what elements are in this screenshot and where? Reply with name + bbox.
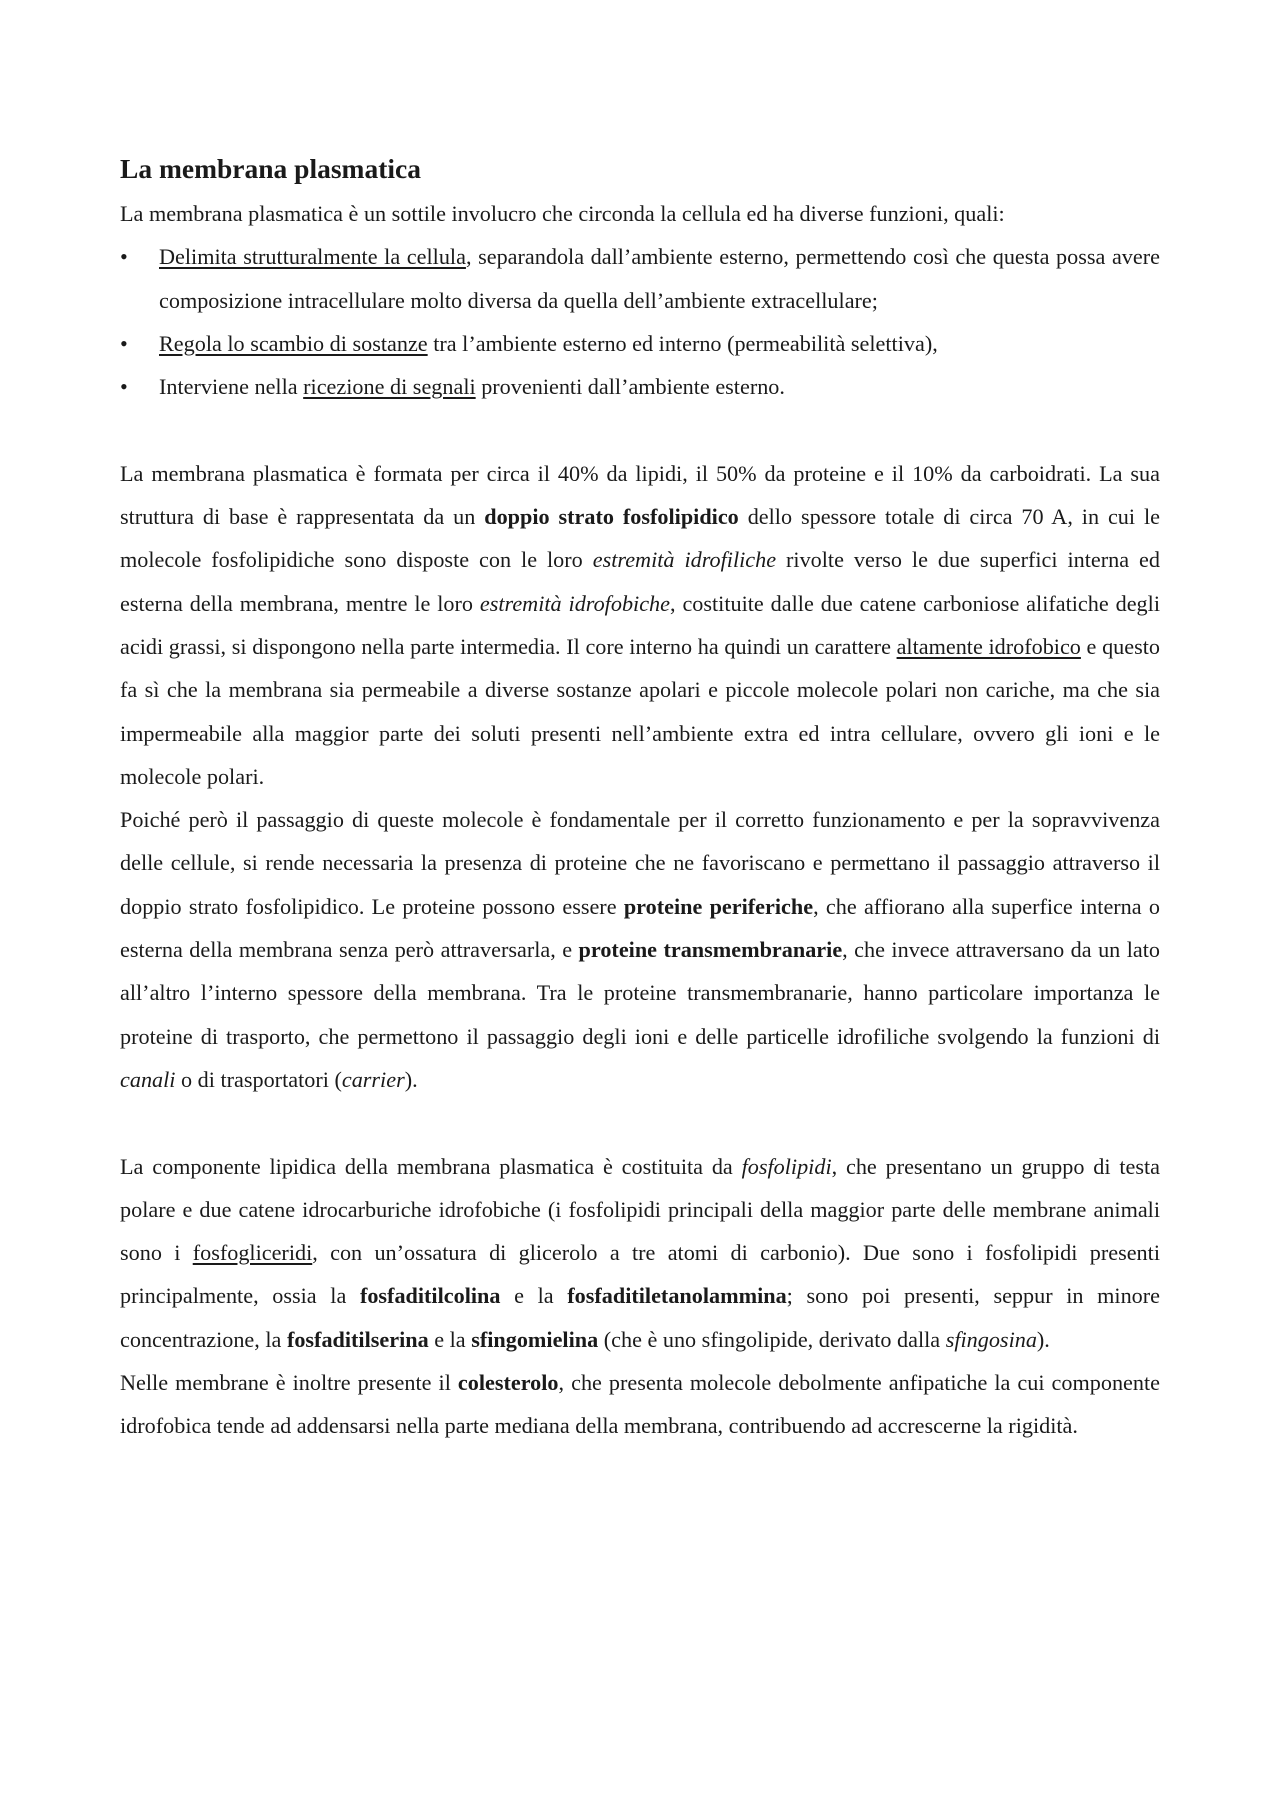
italic-term: estremità idrofobiche (479, 590, 670, 616)
underlined-term: fosfogliceridi (192, 1240, 313, 1266)
italic-term: carrier (341, 1066, 405, 1092)
composition-paragraph: La membrana plasmatica è formata per circa il 40% da lipidi, il 50% da proteine e il 10% da carboidrati. La sua struttura di base è rappresentata da un doppio strato fosfolipidico dello spessore totale di circa 70 A, in cui le molecole fosfolipidiche sono disposte con le loro estremità idrofiliche rivolte verso le due superfici interna ed esterna della membrana, mentre le loro estremità idrofobiche, costituite dalle due catene carboniose alifatiche degli acidi grassi, si dispongono nella parte intermedia. Il core interno ha quindi un carattere altamente idrofobico e questo fa sì che la membrana sia permeabile a diverse sostanze apolari e piccole molecole polari non cariche, ma che sia impermeabile alla maggior parte dei soluti presenti nell’ambiente extra ed intra cellulare, ovvero gli ioni e le molecole polari. (120, 460, 1160, 789)
bold-term: sfingomielina (471, 1326, 599, 1352)
bullet-icon: • (120, 330, 128, 356)
bold-term: proteine transmembranarie (578, 937, 843, 963)
italic-term: fosfolipidi (741, 1153, 832, 1179)
underlined-term: Delimita strutturalmente la cellula (159, 244, 466, 270)
underlined-term: Regola lo scambio di sostanze (159, 330, 428, 356)
italic-term: sfingosina (945, 1326, 1037, 1352)
list-item-text: tra l’ambiente esterno ed interno (permeabilità selettiva), (427, 330, 938, 356)
functions-list (120, 235, 1160, 408)
bold-term: proteine periferiche (623, 893, 814, 919)
list-item (120, 365, 1160, 408)
bold-term: fosfaditilserina (286, 1326, 429, 1352)
list-item-text: Interviene nella (159, 374, 304, 400)
bold-term: doppio strato fosfolipidico (484, 504, 739, 530)
page-title: La membrana plasmatica (120, 153, 421, 184)
bullet-icon: • (120, 244, 128, 270)
cholesterol-paragraph: Nelle membrane è inoltre presente il colesterolo, che presenta molecole debolmente anfipatiche la cui componente idrofobica tende ad addensarsi nella parte mediana della membrana, contribuendo ad accrescerne la rigidità. (120, 1370, 1160, 1439)
proteins-paragraph: Poiché però il passaggio di queste molecole è fondamentale per il corretto funzionamento e per la sopravvivenza delle cellule, si rende necessaria la presenza di proteine che ne favoriscano e permettano il passaggio attraverso il doppio strato fosfolipidico. Le proteine possono essere proteine periferiche, che affiorano alla superfice interna o esterna della membrana senza però attraversarla, e proteine transmembranarie, che invece attraversano da un lato all’altro l’interno spessore della membrana. Tra le proteine transmembranarie, hanno particolare importanza le proteine di trasporto, che permettono il passaggio degli ioni e delle particelle idrofiliche svolgendo la funzioni di canali o di trasportatori (carrier). (120, 807, 1160, 1092)
list-item-text: , separandola dall’ambiente esterno, permettendo così che questa possa avere composizione intracellulare molto diversa da quella dell’ambiente extracellulare; (159, 244, 1160, 313)
list-item (120, 322, 1160, 365)
bullet-icon: • (120, 374, 128, 400)
document-body (120, 146, 1160, 1448)
bold-term: fosfaditiletanolammina (567, 1283, 787, 1309)
paragraph-spacer (120, 408, 1160, 451)
underlined-term: ricezione di segnali (303, 374, 476, 400)
lipids-paragraph: La componente lipidica della membrana plasmatica è costituita da fosfolipidi, che presentano un gruppo di testa polare e due catene idrocarburiche idrofobiche (i fosfolipidi principali della maggior parte delle membrane animali sono i fosfogliceridi, con un’ossatura di glicerolo a tre atomi di carbonio). Due sono i fosfolipidi presenti principalmente, ossia la fosfaditilcolina e la fosfaditiletanolammina; sono poi presenti, seppur in minore concentrazione, la fosfaditilserina e la sfingomielina (che è uno sfingolipide, derivato dalla sfingosina). (120, 1153, 1160, 1352)
intro-paragraph: La membrana plasmatica è un sottile involucro che circonda la cellula ed ha diverse funzioni, quali: (120, 201, 1005, 226)
bold-term: fosfaditilcolina (359, 1283, 501, 1309)
paragraph-spacer (120, 1101, 1160, 1144)
italic-term: canali (120, 1066, 176, 1092)
list-item (120, 235, 1160, 322)
bold-term: colesterolo (457, 1370, 559, 1396)
underlined-term: altamente idrofobico (896, 633, 1081, 659)
list-item-text: provenienti dall’ambiente esterno. (475, 374, 785, 400)
italic-term: estremità idrofiliche (592, 547, 777, 573)
